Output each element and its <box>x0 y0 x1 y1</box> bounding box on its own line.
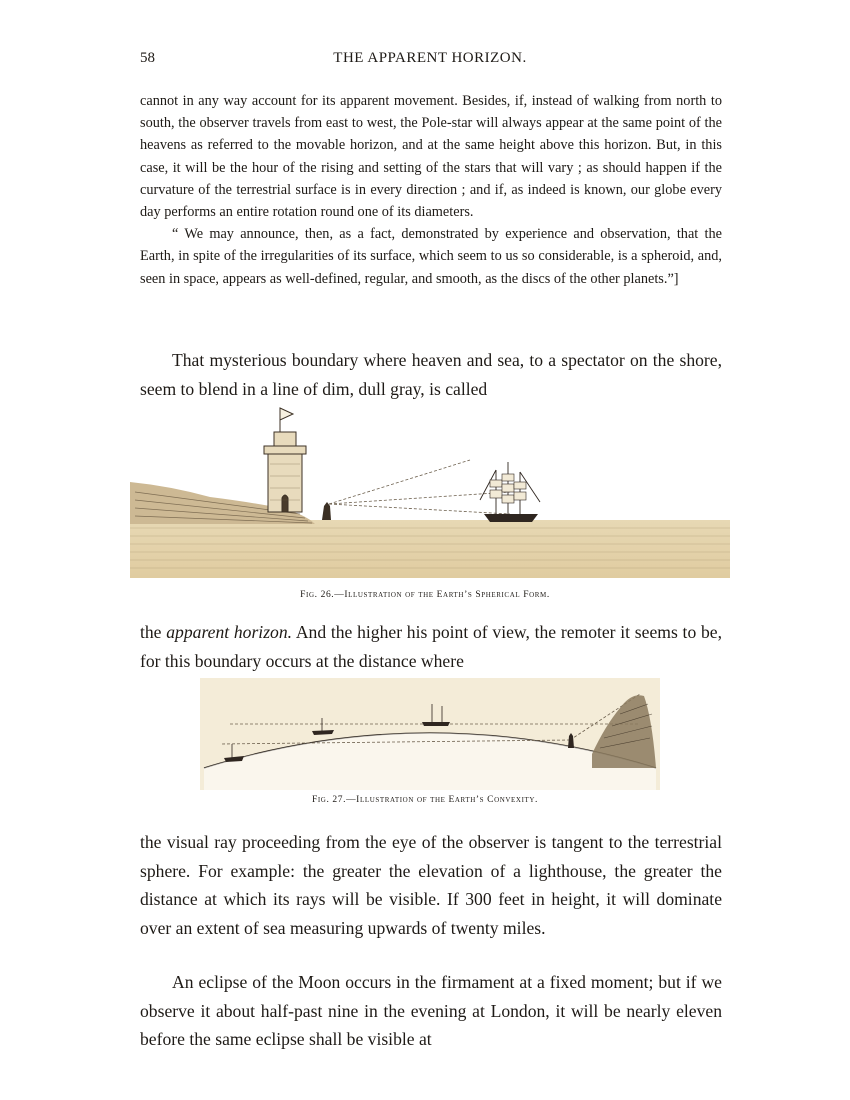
body-paragraph-2 <box>140 618 722 675</box>
body-2-lead: the <box>140 622 167 642</box>
body-text-3: the visual ray proceeding from the eye of the observer is tangent to the terrestrial sphere. For example: the greater the elevation of a lighthouse, the greater the distance at which its rays will be visible. If 300 feet in height, it will dominate over an extent of sea measuring upwards of twenty miles. <box>140 832 722 938</box>
sea <box>130 520 730 578</box>
figure-27-illustration <box>200 678 660 790</box>
running-header <box>140 50 720 70</box>
figure-26-illustration <box>130 402 730 582</box>
figure-26-caption: Fig. 26.—Illustration of the Earth’s Spherical Form. <box>300 590 550 600</box>
body-paragraph-1 <box>140 346 722 403</box>
quote-paragraph-2: “ We may announce, then, as a fact, demonstrated by experience and observation, that the Earth, in spite of the irregularities of its surface, which seem to us so considerable, is a spheroid, and, seen in space, appears as well-defined, regular, and smooth, as the discs of the other planets.”] <box>140 226 722 287</box>
figure-27-caption: Fig. 27.—Illustration of the Earth’s Convexity. <box>311 795 539 805</box>
body-paragraph-3 <box>140 828 722 942</box>
page-number: 58 <box>140 50 155 66</box>
body-text-4: An eclipse of the Moon occurs in the firmament at a fixed moment; but if we observe it about half-past nine in the evening at London, it will be nearly eleven before the same eclipse shall be visible at <box>140 972 722 1049</box>
body-2-rest: And the higher his point of view, the remoter it seems to be, for this boundary occurs at the distance where <box>140 622 722 671</box>
apparent-horizon-term: apparent horizon. <box>166 622 293 642</box>
running-title: THE APPARENT HORIZON. <box>333 50 527 66</box>
body-paragraph-4 <box>140 968 722 1054</box>
quote-paragraph-1: cannot in any way account for its apparent movement. Besides, if, instead of walking from north to south, the observer travels from east to west, the Pole-star will always appear at the same point of the heavens as referred to the movable horizon, and at the same height above this horizon. But, in this case, it will be the hour of the rising and setting of the stars that will vary ; as should happen if the curvature of the terrestrial surface is in every direction ; and if, as indeed is known, our globe every day performs an entire rotation round one of its diameters. <box>140 93 722 221</box>
quoted-passage <box>140 90 722 290</box>
body-text-1: That mysterious boundary where heaven and sea, to a spectator on the shore, seem to blend in a line of dim, dull gray, is called <box>140 350 722 399</box>
